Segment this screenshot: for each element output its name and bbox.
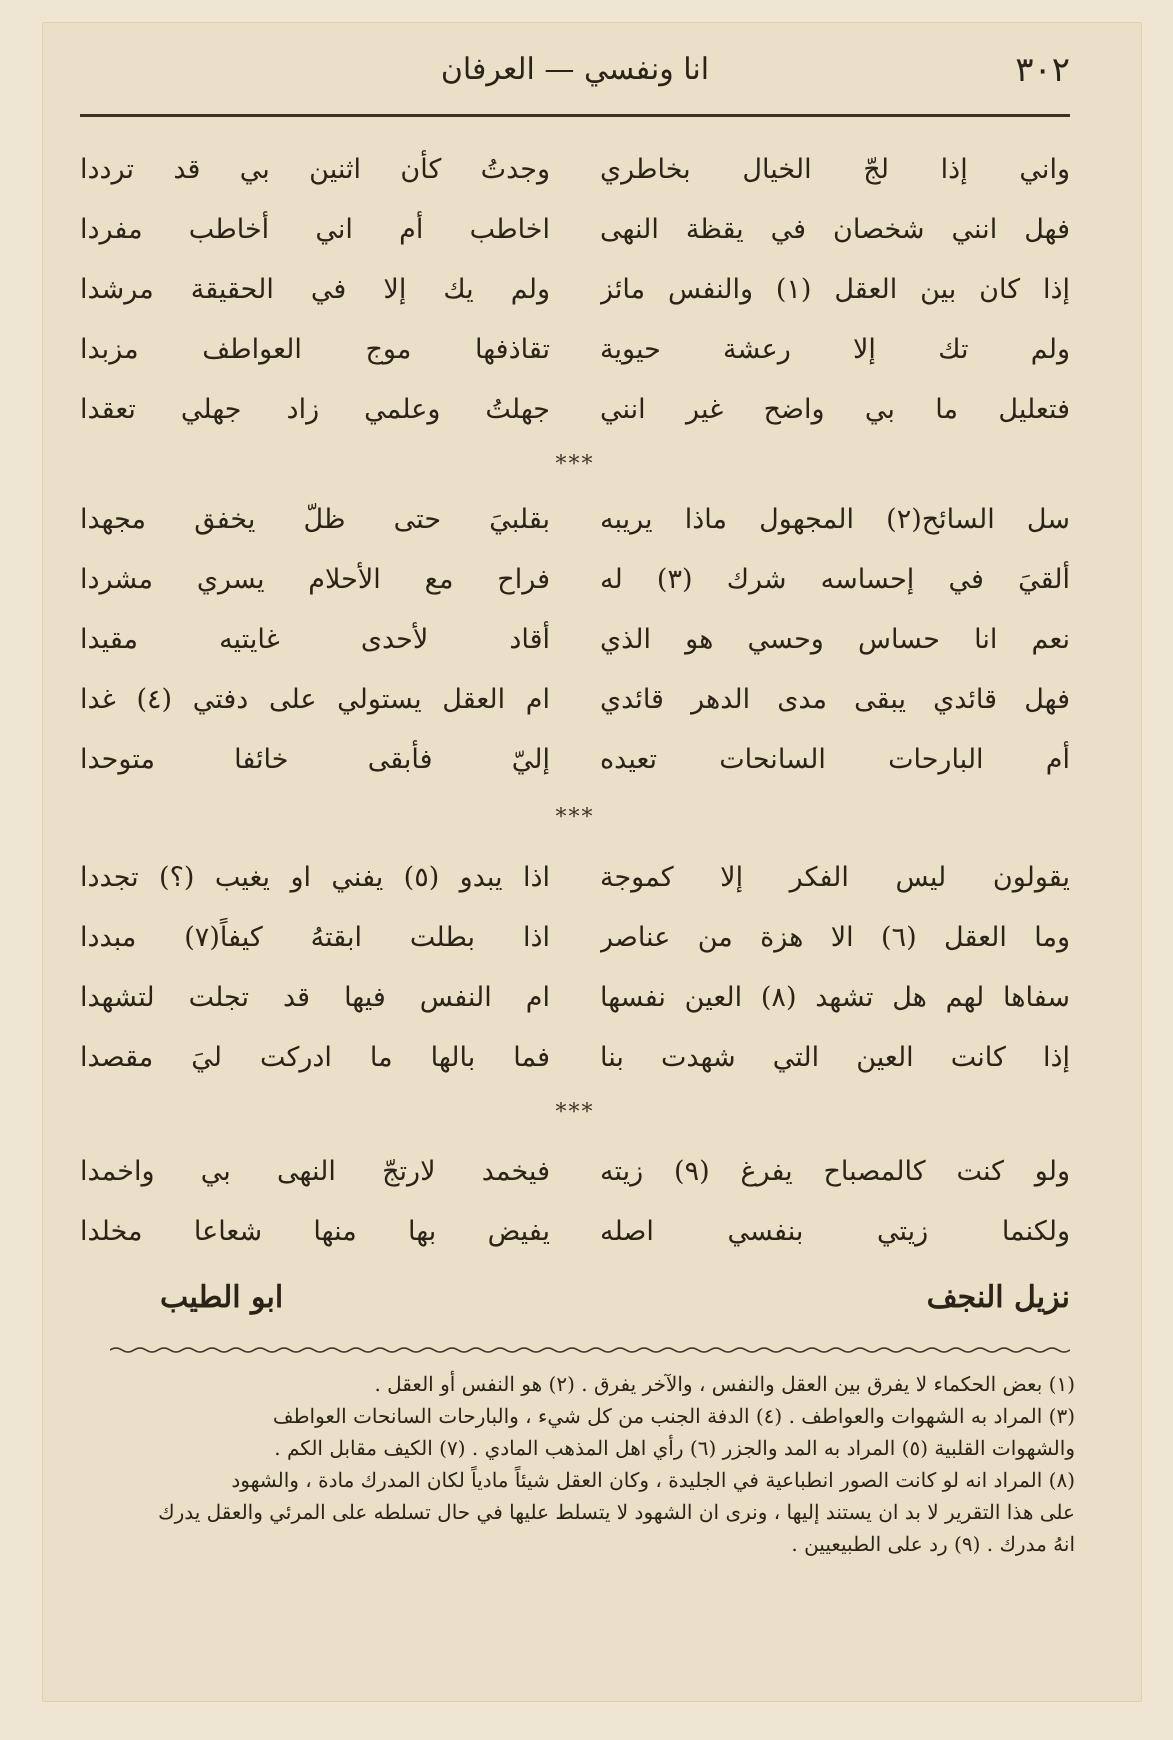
verse-line — [80, 968, 1070, 1028]
verse-line — [80, 730, 1070, 790]
first-hemistich: فتعليل ما بي واضح غير انني — [600, 394, 1070, 425]
second-hemistich: اذا يبدو (٥) يفني او يغيب (؟) تجددا — [80, 862, 550, 893]
verse-line — [80, 140, 1070, 200]
second-hemistich: فيخمد لارتجّ النهى بي واخمدا — [80, 1156, 550, 1187]
page-header — [80, 42, 1070, 102]
verse-line — [80, 610, 1070, 670]
second-hemistich: وجدتُ كأن اثنين بي قد ترددا — [80, 154, 550, 185]
first-hemistich: إذا كان بين العقل (١) والنفس مائز — [600, 274, 1070, 305]
first-hemistich: ألقيَ في إحساسه شرك (٣) له — [600, 564, 1070, 595]
footnote-line: (١) بعض الحكماء لا يفرق بين العقل والنفس ، والآخر يفرق . (٢) هو النفس أو العقل . — [374, 1372, 1075, 1396]
verse-line — [80, 1028, 1070, 1088]
second-hemistich: ام النفس فيها قد تجلت لتشهدا — [80, 982, 550, 1013]
signature-author: ابو الطيب — [160, 1280, 284, 1315]
first-hemistich: أم البارحات السانحات تعيده — [600, 744, 1070, 775]
verse-line — [80, 908, 1070, 968]
first-hemistich: نعم انا حساس وحسي هو الذي — [600, 624, 1070, 655]
footnote-divider — [110, 1345, 1070, 1355]
signature-place: نزيل النجف — [926, 1280, 1070, 1315]
stanza-separator: *** — [555, 452, 595, 477]
footnote-line: انهُ مدرك . (٩) رد على الطبيعيين . — [791, 1532, 1075, 1556]
stanza-3 — [80, 848, 1070, 1088]
first-hemistich: ولو كنت كالمصباح يفرغ (٩) زيته — [600, 1156, 1070, 1187]
second-hemistich: أقاد لأحدى غايتيه مقيدا — [80, 624, 550, 655]
footnote-line: والشهوات القلبية (٥) المراد به المد والجزر (٦) رأي اهل المذهب المادي . (٧) الكيف مقابل الكم . — [274, 1436, 1075, 1460]
verse-line — [80, 320, 1070, 380]
footnote-line: على هذا التقرير لا بد ان يستند إليها ، ونرى ان الشهود لا يتسلط عليها في حال تسلطه على المرئي والعقل يدرك — [158, 1500, 1075, 1524]
verse-line — [80, 380, 1070, 440]
second-hemistich: فما بالها ما ادركت ليَ مقصدا — [80, 1042, 550, 1073]
footnotes — [85, 1368, 1075, 1560]
first-hemistich: سفاها لهم هل تشهد (٨) العين نفسها — [600, 982, 1070, 1013]
first-hemistich: ولكنما زيتي بنفسي اصله — [600, 1216, 1070, 1247]
first-hemistich: يقولون ليس الفكر إلا كموجة — [600, 862, 1070, 893]
first-hemistich: وما العقل (٦) الا هزة من عناصر — [600, 922, 1070, 953]
footnote-line: (٨) المراد انه لو كانت الصور انطباعية في الجليدة ، وكان العقل شيئاً مادياً لكان المدرك مادة ، والشهود — [231, 1468, 1075, 1492]
first-hemistich: فهل قائدي يبقى مدى الدهر قائدي — [600, 684, 1070, 715]
second-hemistich: إليّ فأبقى خائفا متوحدا — [80, 744, 550, 775]
stanza-1 — [80, 140, 1070, 440]
verse-line — [80, 490, 1070, 550]
verse-line — [80, 1202, 1070, 1262]
first-hemistich: سل السائح(٢) المجهول ماذا يريبه — [600, 504, 1070, 535]
stanza-4 — [80, 1142, 1070, 1262]
verse-line — [80, 200, 1070, 260]
first-hemistich: إذا كانت العين التي شهدت بنا — [600, 1042, 1070, 1073]
first-hemistich: فهل انني شخصان في يقظة النهى — [600, 214, 1070, 245]
second-hemistich: فراح مع الأحلام يسري مشردا — [80, 564, 550, 595]
first-hemistich: واني إذا لجّ الخيال بخاطري — [600, 154, 1070, 185]
first-hemistich: ولم تك إلا رعشة حيوية — [600, 334, 1070, 365]
header-rule — [80, 114, 1070, 117]
second-hemistich: جهلتُ وعلمي زاد جهلي تعقدا — [80, 394, 550, 425]
second-hemistich: ولم يك إلا في الحقيقة مرشدا — [80, 274, 550, 305]
running-title: انا ونفسي — العرفان — [440, 52, 710, 87]
second-hemistich: اخاطب أم اني أخاطب مفردا — [80, 214, 550, 245]
second-hemistich: يفيض بها منها شعاعا مخلدا — [80, 1216, 550, 1247]
second-hemistich: تقاذفها موج العواطف مزبدا — [80, 334, 550, 365]
second-hemistich: اذا بطلت ابقتهُ كيفاً(٧) مبددا — [80, 922, 550, 953]
verse-line — [80, 1142, 1070, 1202]
second-hemistich: ام العقل يستولي على دفتي (٤) غدا — [80, 684, 550, 715]
page-number: ٣٠٢ — [1015, 50, 1070, 90]
verse-line — [80, 670, 1070, 730]
verse-line — [80, 848, 1070, 908]
second-hemistich: بقلبيَ حتى ظلّ يخفق مجهدا — [80, 504, 550, 535]
verse-line — [80, 260, 1070, 320]
verse-line — [80, 550, 1070, 610]
footnote-line: (٣) المراد به الشهوات والعواطف . (٤) الدفة الجنب من كل شيء ، والبارحات السانحات العواطف — [272, 1404, 1075, 1428]
stanza-2 — [80, 490, 1070, 790]
stanza-separator: *** — [555, 1100, 595, 1125]
stanza-separator: *** — [555, 805, 595, 830]
